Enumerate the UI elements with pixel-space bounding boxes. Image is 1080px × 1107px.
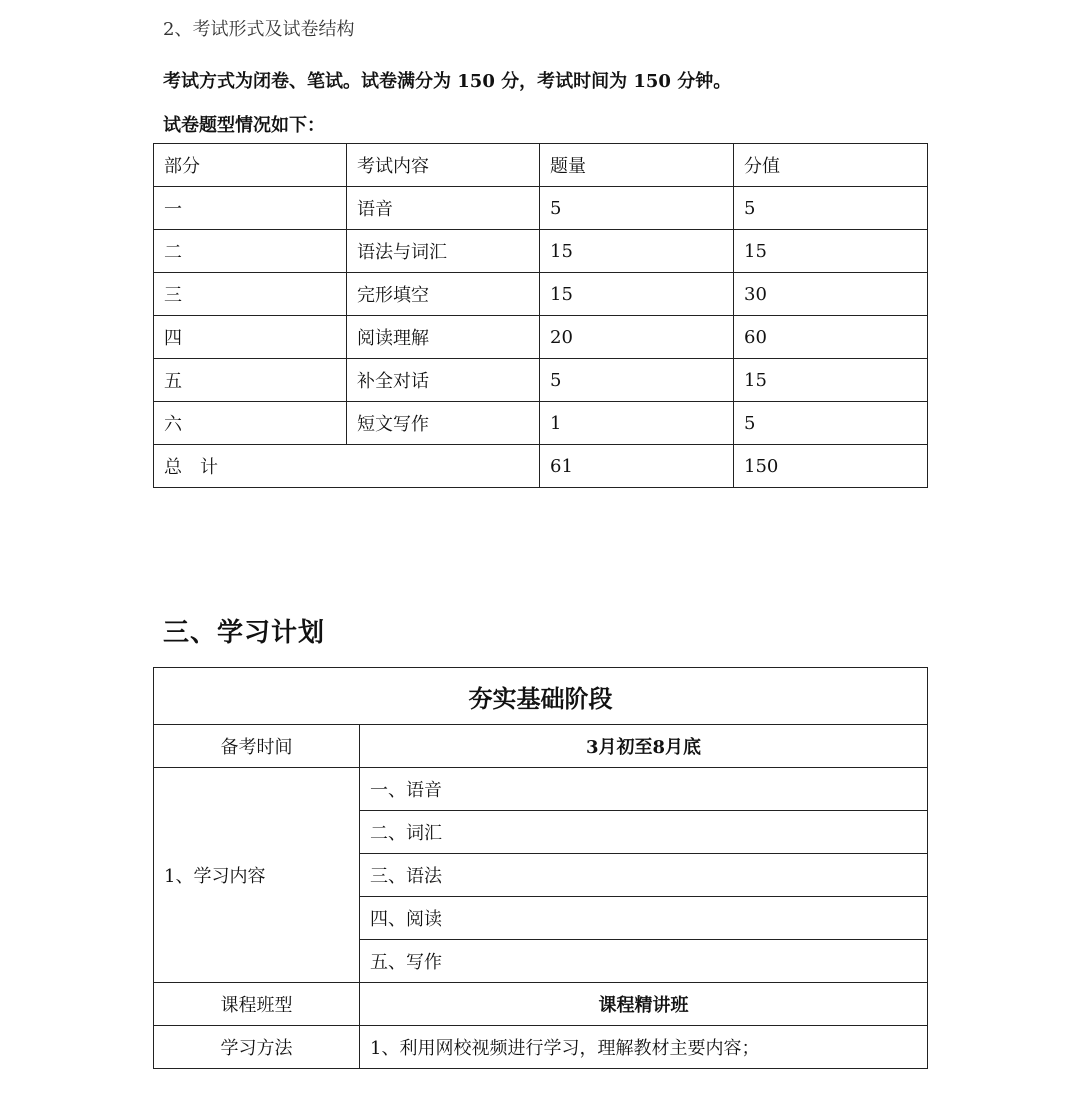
- total-row: [154, 445, 928, 488]
- table-cell: 补全对话: [347, 359, 540, 402]
- time-label: 备考时间: [154, 725, 360, 768]
- header-cell: 分值: [734, 144, 928, 187]
- content-label: 1、学习内容: [154, 768, 360, 983]
- table-cell: 5: [540, 187, 734, 230]
- table-cell: 15: [540, 230, 734, 273]
- exam-structure-table: [153, 143, 928, 488]
- table-cell: 一: [154, 187, 347, 230]
- table-cell: 二: [154, 230, 347, 273]
- total-count: 61: [540, 445, 734, 488]
- total-label: 总 计: [154, 445, 540, 488]
- table-row: [154, 402, 928, 445]
- exam-format-subtitle: 2、考试形式及试卷结构: [163, 19, 355, 40]
- table-cell: 15: [734, 359, 928, 402]
- content-item: 一、语音: [360, 768, 928, 811]
- table-cell: 60: [734, 316, 928, 359]
- course-label: 课程班型: [154, 983, 360, 1026]
- question-types-intro: 试卷题型情况如下：: [163, 115, 325, 136]
- stage-title: 夯实基础阶段: [154, 668, 928, 725]
- section-title: 三、学习计划: [163, 618, 326, 648]
- content-item: 五、写作: [360, 940, 928, 983]
- table-row: [154, 768, 928, 811]
- exam-description: 考试方式为闭卷、笔试。试卷满分为 150 分，考试时间为 150 分钟。: [163, 71, 732, 92]
- table-cell: 四: [154, 316, 347, 359]
- table-row: [154, 187, 928, 230]
- table-cell: 短文写作: [347, 402, 540, 445]
- content-item: 四、阅读: [360, 897, 928, 940]
- method-value: 1、利用网校视频进行学习，理解教材主要内容；: [360, 1026, 928, 1069]
- table-cell: 15: [540, 273, 734, 316]
- table-cell: 5: [540, 359, 734, 402]
- table-row: [154, 359, 928, 402]
- table-row: [154, 230, 928, 273]
- table-cell: 15: [734, 230, 928, 273]
- table-row: [154, 725, 928, 768]
- table-cell: 语法与词汇: [347, 230, 540, 273]
- time-value: 3月初至8月底: [360, 725, 928, 768]
- content-item: 二、词汇: [360, 811, 928, 854]
- table-row: [154, 273, 928, 316]
- table-cell: 20: [540, 316, 734, 359]
- table-cell: 语音: [347, 187, 540, 230]
- table-header-row: [154, 144, 928, 187]
- study-plan-table: [153, 667, 928, 1069]
- header-cell: 题量: [540, 144, 734, 187]
- table-cell: 5: [734, 187, 928, 230]
- table-cell: 5: [734, 402, 928, 445]
- table-cell: 五: [154, 359, 347, 402]
- table-row: [154, 983, 928, 1026]
- total-score: 150: [734, 445, 928, 488]
- course-value: 课程精讲班: [360, 983, 928, 1026]
- table-row: [154, 316, 928, 359]
- header-cell: 考试内容: [347, 144, 540, 187]
- table-cell: 三: [154, 273, 347, 316]
- header-cell: 部分: [154, 144, 347, 187]
- table-row: [154, 1026, 928, 1069]
- table-cell: 六: [154, 402, 347, 445]
- stage-title-row: [154, 668, 928, 725]
- table-cell: 30: [734, 273, 928, 316]
- table-cell: 1: [540, 402, 734, 445]
- table-cell: 阅读理解: [347, 316, 540, 359]
- table-cell: 完形填空: [347, 273, 540, 316]
- method-label: 学习方法: [154, 1026, 360, 1069]
- content-item: 三、语法: [360, 854, 928, 897]
